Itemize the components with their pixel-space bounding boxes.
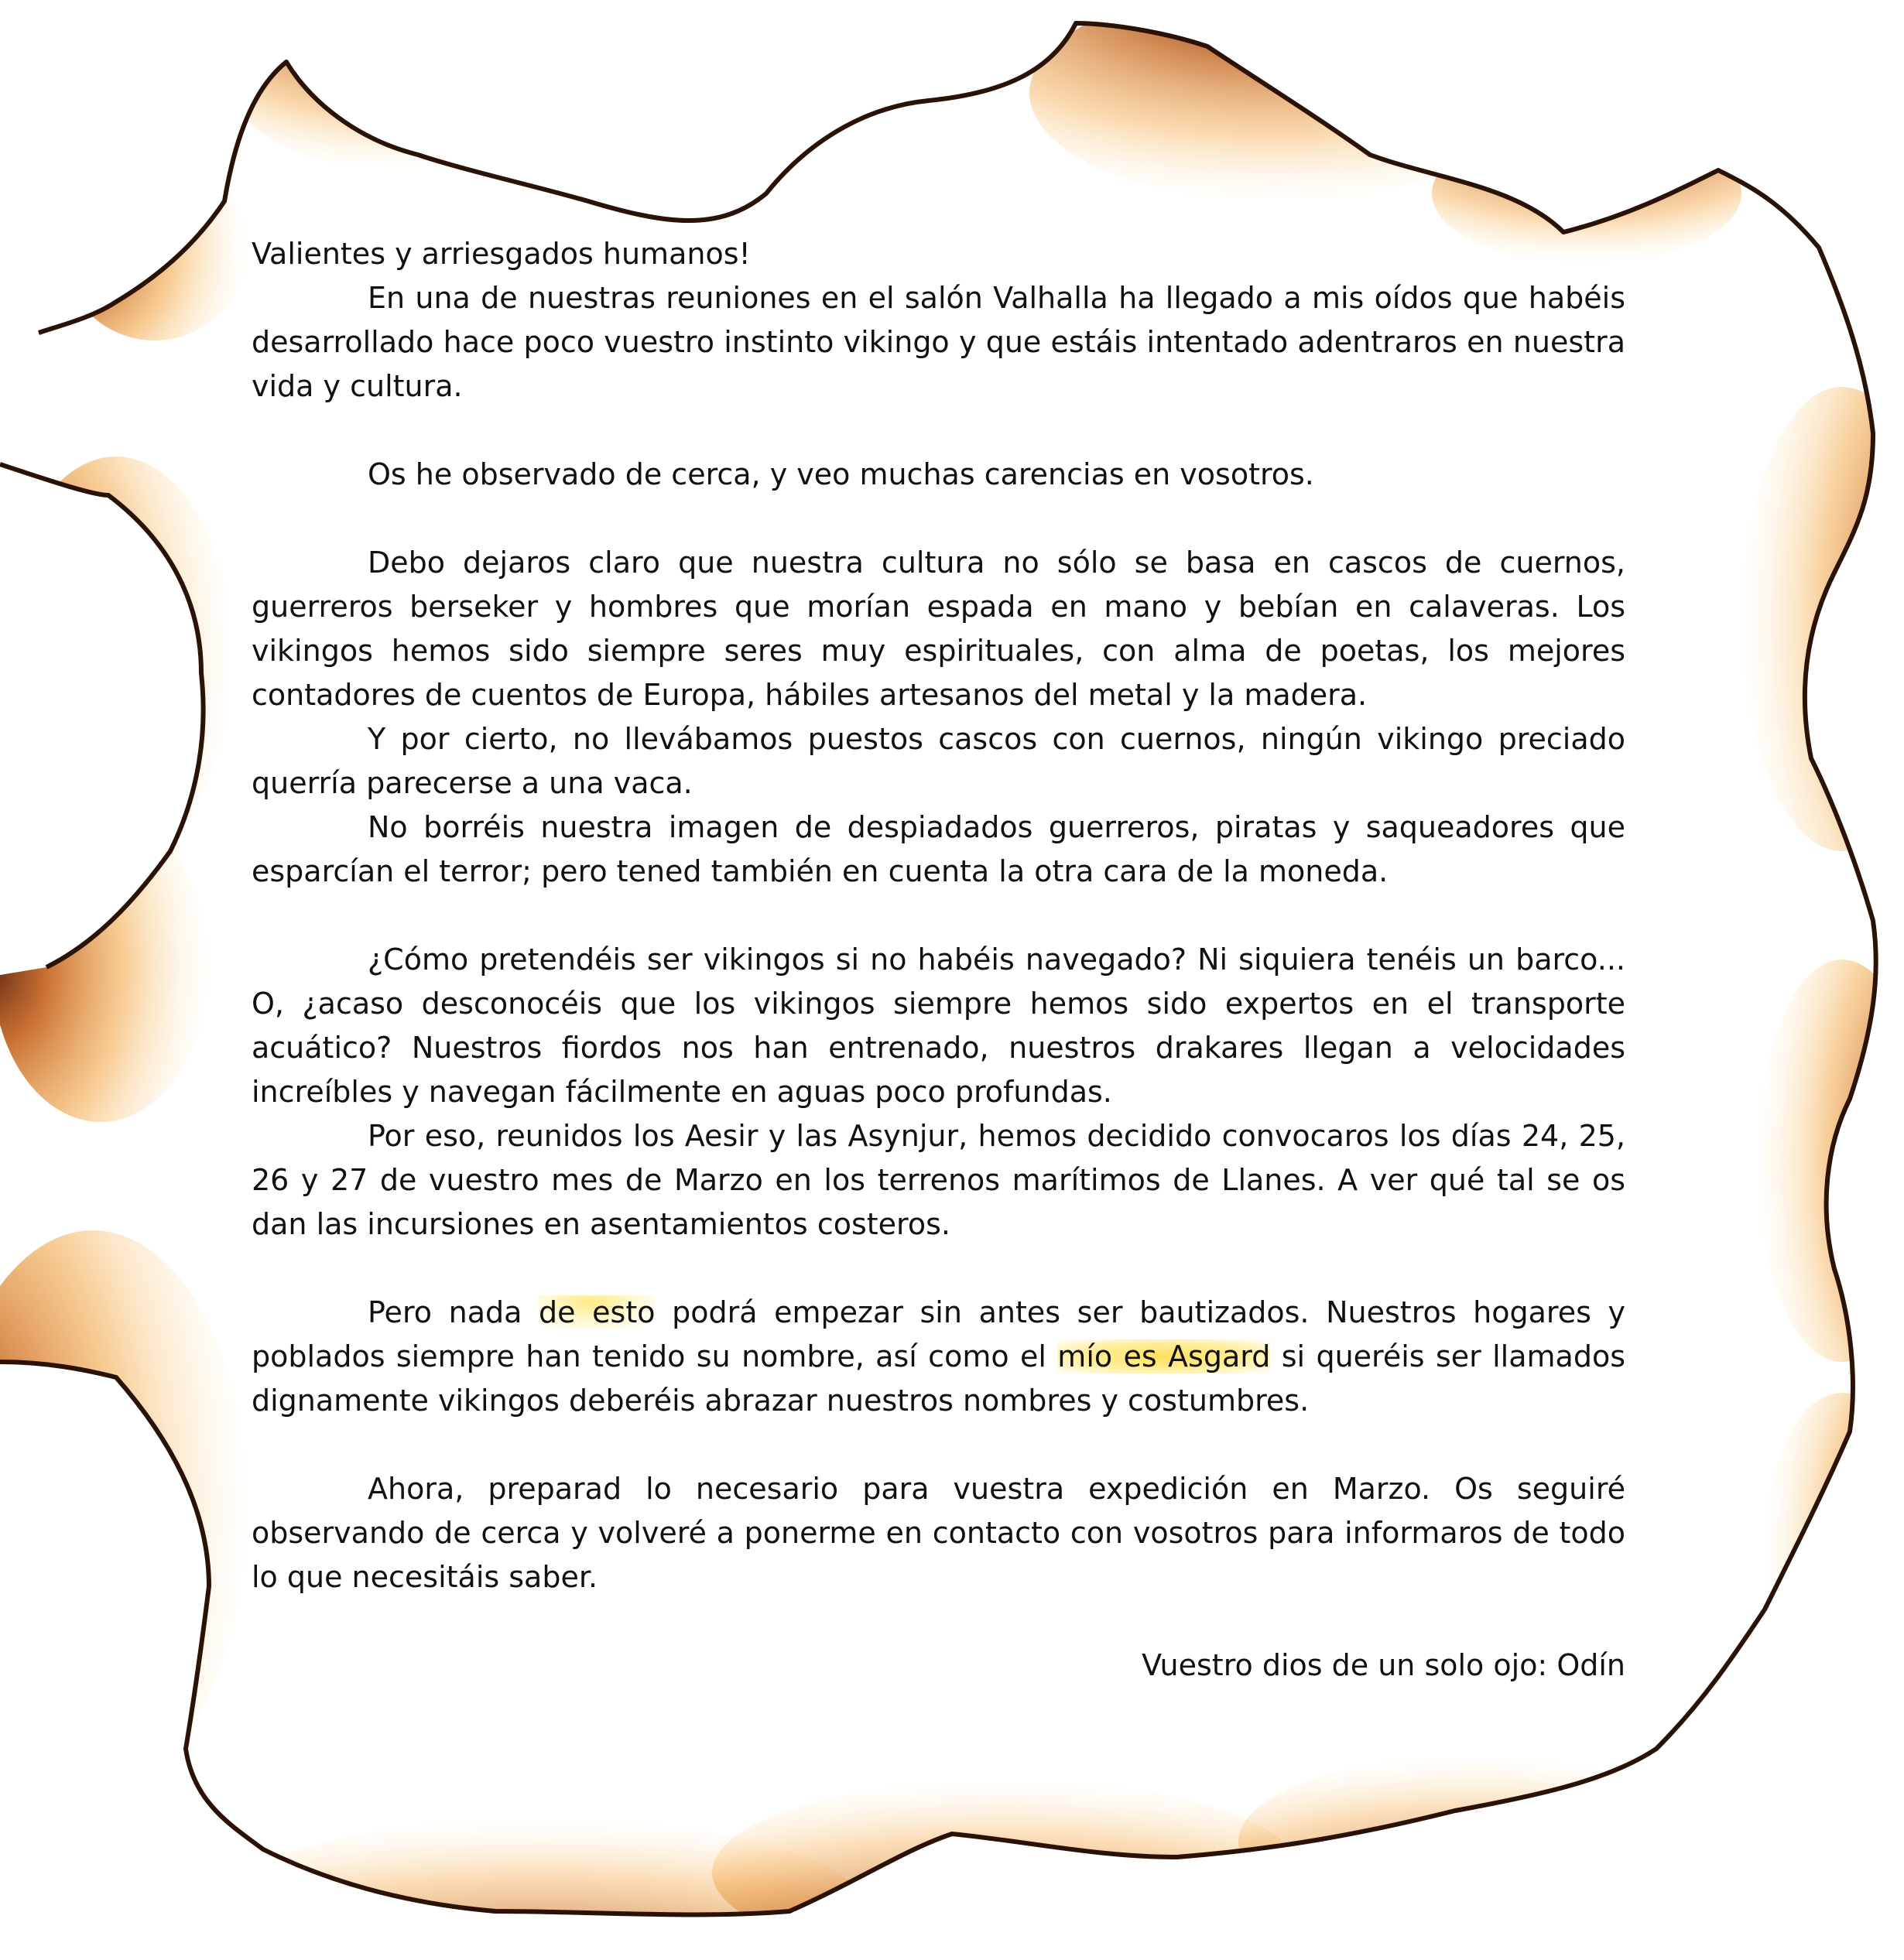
paragraph-1: En una de nuestras reuniones en el salón Valhalla ha llegado a mis oídos que habéis desarrollado hace poco vuestro instinto vikingo y que estáis intentado adentraros en nuestra vida y cultura.: [252, 281, 1625, 403]
paragraph-5: No borréis nuestra imagen de despiadados guerreros, piratas y saqueadores que esparcían el terror; pero tened también en cuenta la otra cara de la moneda.: [252, 810, 1625, 888]
paragraph-8-part-c: podrá empezar sin antes ser bautizados. Nuestros hogares y poblados siempre han tenido su nombre, así como el: [252, 1295, 1625, 1373]
paragraph-7: Por eso, reunidos los Aesir y las Asynjur, hemos decidido convocaros los días 24, 25, 26 y 27 de vuestro mes de Marzo en los terrenos marítimos de Llanes. A ver qué tal se os dan las incursiones en asentamientos costeros.: [252, 1119, 1625, 1241]
letter-signature: Vuestro dios de un solo ojo: Odín: [1142, 1648, 1625, 1682]
highlighted-text-de-esto: de esto: [539, 1295, 656, 1329]
paragraph-8-part-e: si queréis ser llamados dignamente vikingos deberéis abrazar nuestros nombres y costumbres.: [252, 1339, 1625, 1418]
letter-body: [252, 232, 1625, 1688]
paragraph-3: Debo dejaros claro que nuestra cultura no sólo se basa en cascos de cuernos, guerreros berseker y hombres que morían espada en mano y bebían en calaveras. Los vikingos hemos sido siempre seres muy espirituales, con alma de poetas, los mejores contadores de cuentos de Europa, hábiles artesanos del metal y la madera.: [252, 546, 1625, 712]
paragraph-8-part-a: Pero nada: [368, 1295, 539, 1329]
paragraph-6: ¿Cómo pretendéis ser vikingos si no habéis navegado? Ni siquiera tenéis un barco... O, ¿acaso desconocéis que los vikingos siempre hemos sido expertos en el transporte acuático? Nuestros fiordos nos han entrenado, nuestros drakares llegan a velocidades increíbles y navegan fácilmente en aguas poco profundas.: [252, 942, 1625, 1109]
paragraph-9: Ahora, preparad lo necesario para vuestra expedición en Marzo. Os seguiré observando de cerca y volveré a ponerme en contacto con vosotros para informaros de todo lo que necesitáis saber.: [252, 1472, 1625, 1594]
paragraph-2: Os he observado de cerca, y veo muchas carencias en vosotros.: [368, 457, 1314, 491]
highlighted-text-mio-es-asgard: mío es Asgard: [1057, 1339, 1271, 1373]
letter-salutation: Valientes y arriesgados humanos!: [252, 237, 751, 271]
paragraph-4: Y por cierto, no llevábamos puestos cascos con cuernos, ningún vikingo preciado querría parecerse a una vaca.: [252, 722, 1625, 800]
paragraph-8: [252, 1291, 1625, 1423]
